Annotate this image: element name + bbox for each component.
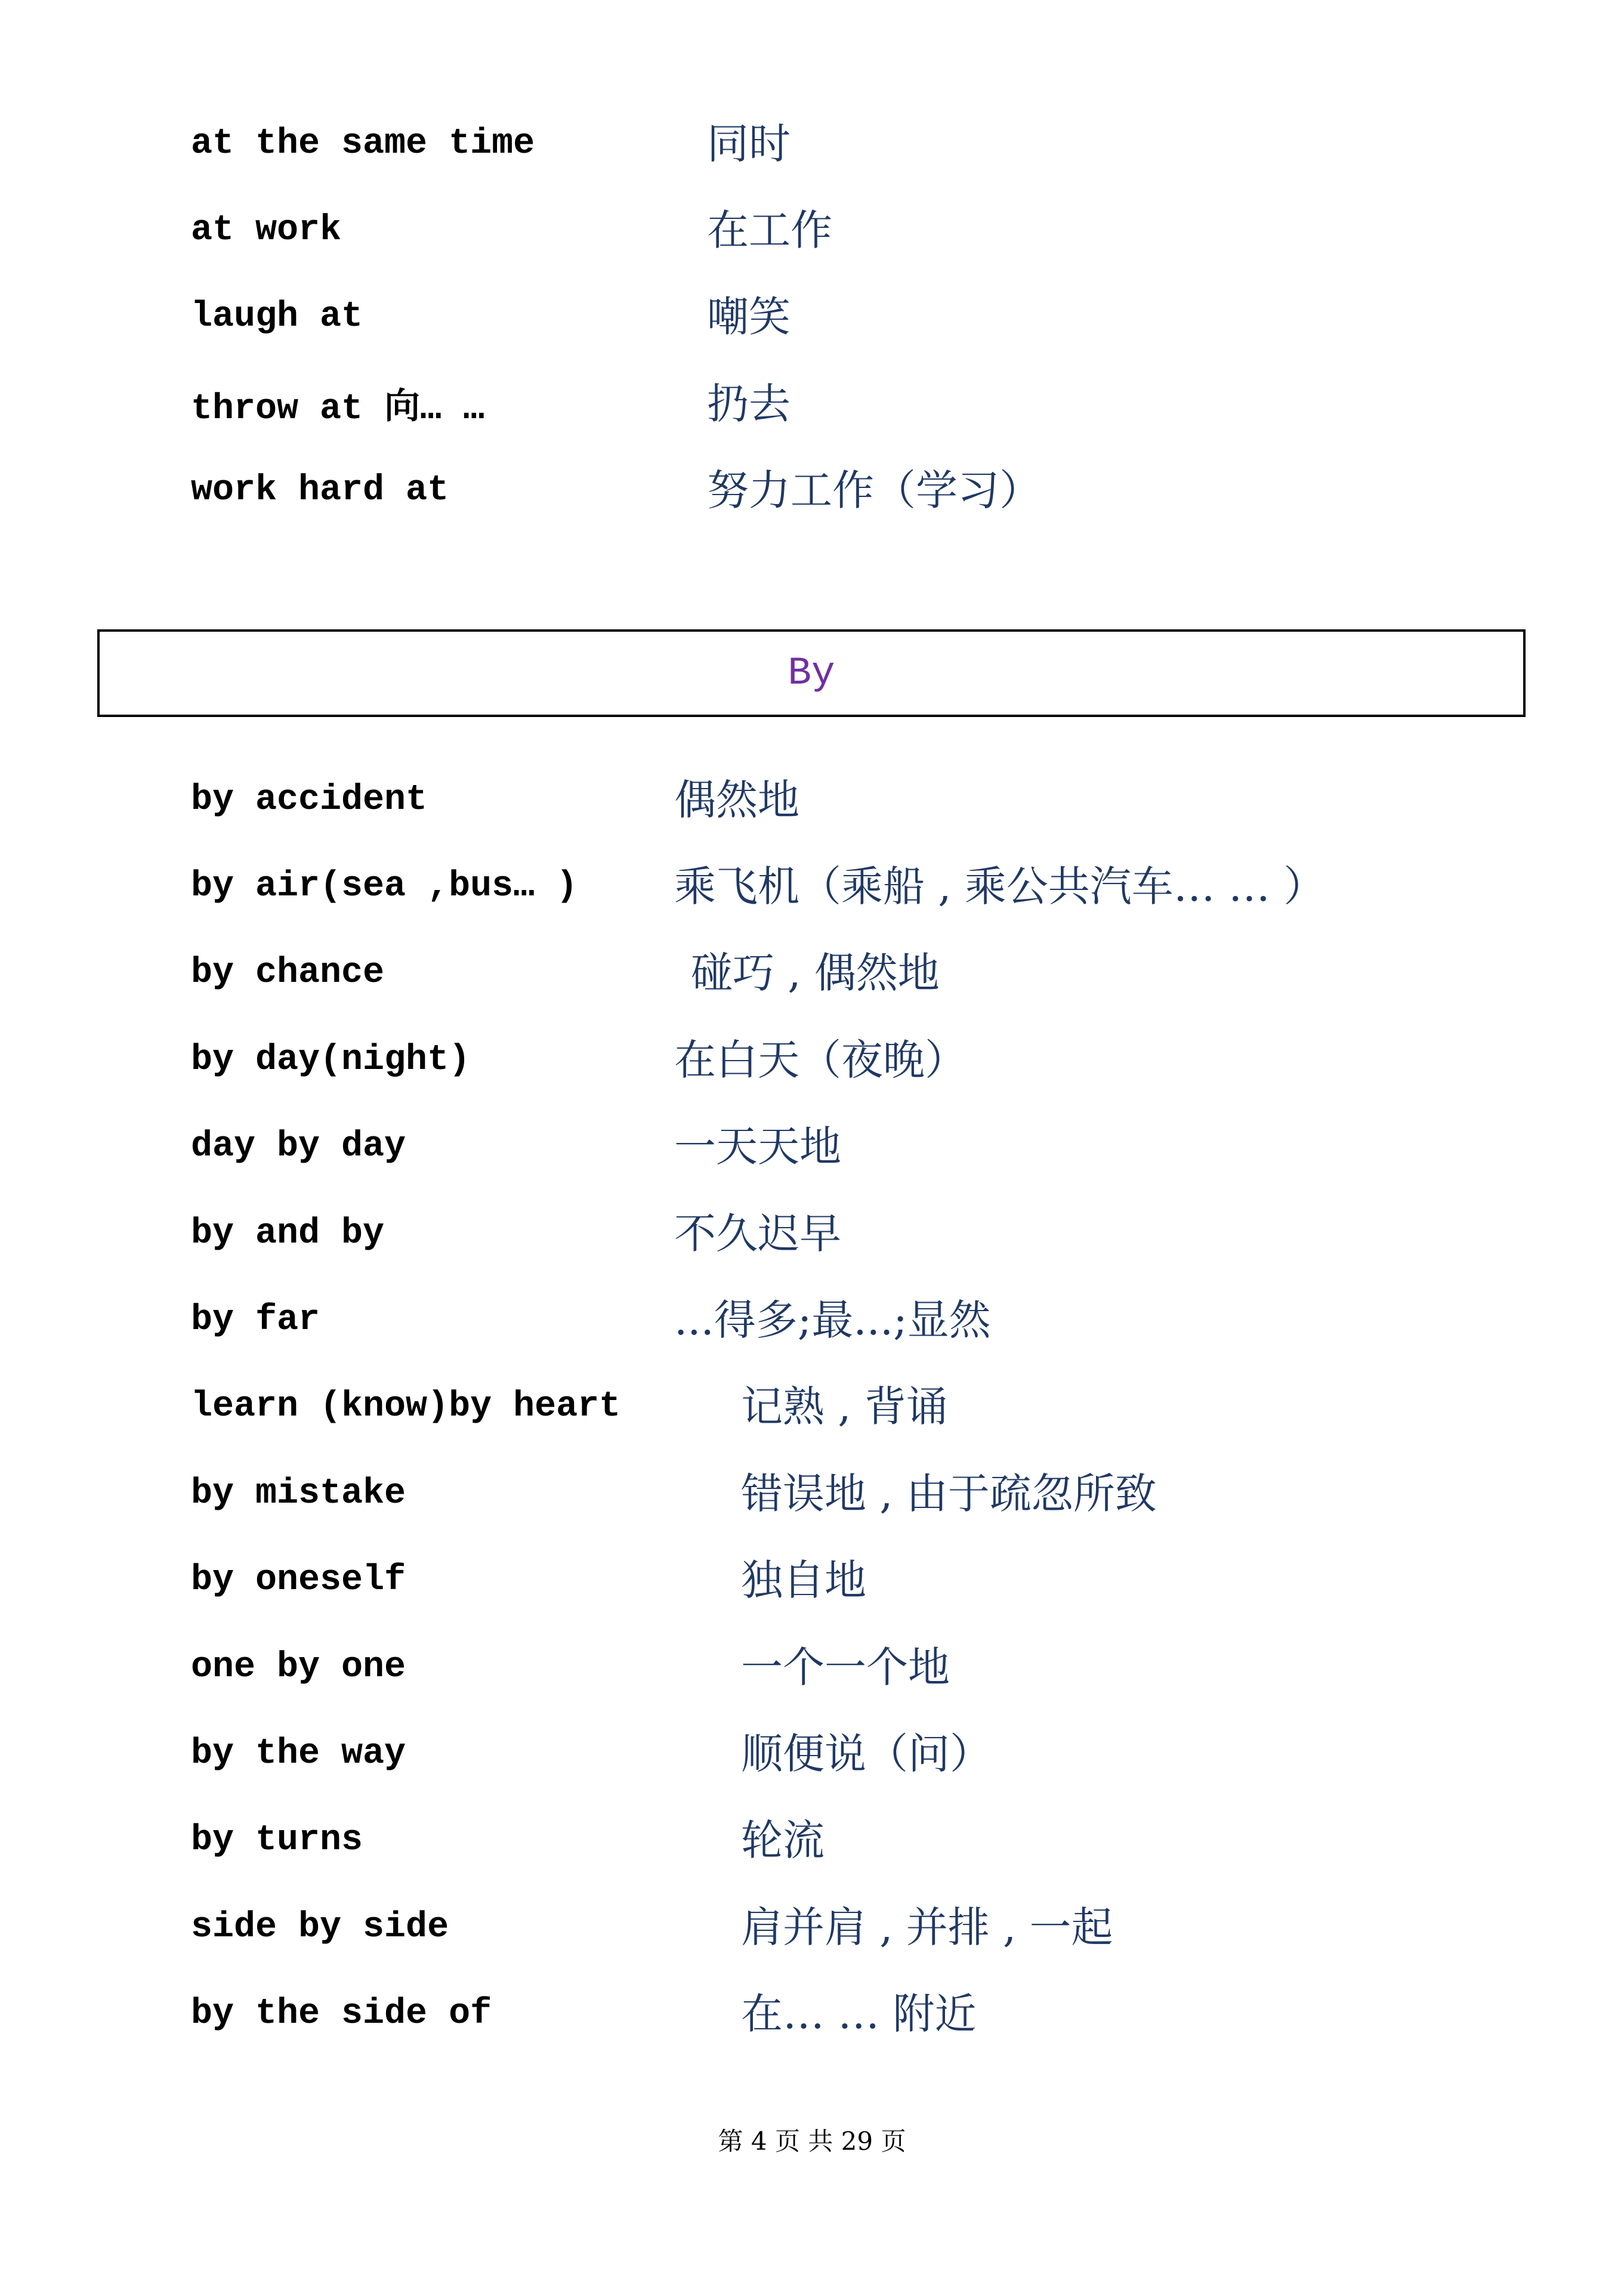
phrase-row [0,447,1624,534]
phrase-row [0,1797,1624,1884]
english-phrase: by the way [191,1733,406,1774]
chinese-translation: 扔去 [707,379,791,428]
english-phrase: by day(night) [191,1039,471,1080]
chinese-translation: 嘲笑 [707,292,791,342]
english-phrase: work hard at [191,470,449,511]
english-phrase: one by one [191,1646,406,1688]
chinese-translation: 不久迟早 [674,1209,841,1258]
phrase-row [0,1710,1624,1797]
english-phrase: side by side [191,1906,449,1948]
english-phrase: by far [191,1300,320,1341]
phrase-row [0,1277,1624,1363]
english-phrase: by mistake [191,1473,406,1514]
chinese-translation: 一天天地 [674,1122,841,1172]
english-phrase: by accident [191,779,428,820]
chinese-translation: 碰巧 , 偶然地 [691,948,940,998]
chinese-translation: 肩并肩 , 并排 , 一起 [741,1902,1113,1952]
phrase-row [0,1104,1624,1190]
phrase-row [0,843,1624,929]
english-phrase: day by day [191,1126,406,1167]
english-phrase: learn (know)by heart [191,1386,621,1427]
chinese-translation: 乘飞机（乘船 , 乘公共汽车… … ） [674,862,1326,911]
phrase-row [0,1450,1624,1537]
phrase-row [0,1364,1624,1450]
phrase-row [0,930,1624,1016]
english-phrase: at work [191,210,342,251]
chinese-translation: 错误地 , 由于疏忽所致 [741,1469,1157,1518]
phrase-row [0,187,1624,273]
chinese-translation: ...得多;最...;显然 [674,1296,991,1345]
chinese-translation: 同时 [707,119,791,168]
phrase-row [0,756,1624,843]
chinese-translation: 顺便说（问） [741,1729,992,1778]
english-phrase: by chance [191,953,385,994]
phrase-row [0,1537,1624,1624]
phrase-row [0,360,1624,447]
english-phrase: at the same time [191,123,535,164]
chinese-translation: 一个一个地 [741,1642,950,1692]
phrase-row [0,100,1624,187]
by-section-header-box [97,629,1526,717]
phrase-row [0,1624,1624,1710]
at-phrase-list [0,100,1624,534]
chinese-translation: 在工作 [707,206,832,255]
chinese-translation: 在… … 附近 [741,1989,977,2039]
page-footer: 第 4 页 共 29 页 [718,2127,906,2156]
english-phrase: by air(sea ,bus… ) [191,866,578,907]
english-phrase: laugh at [191,296,363,338]
phrase-row [0,1016,1624,1103]
chinese-translation: 独自地 [741,1556,866,1605]
chinese-translation: 轮流 [741,1816,825,1865]
chinese-translation: 在白天（夜晚） [674,1035,967,1084]
english-phrase: by the side of [191,1994,492,2035]
chinese-translation: 记熟 , 背诵 [741,1382,948,1432]
english-phrase: throw at 向… … [191,389,485,430]
english-phrase: by and by [191,1213,385,1254]
phrase-row [0,274,1624,360]
phrase-row [0,1970,1624,2057]
english-phrase: by oneself [191,1560,406,1601]
by-section-title: By [788,651,835,696]
english-phrase: by turns [191,1820,363,1861]
phrase-row [0,1190,1624,1277]
phrase-row [0,1884,1624,1970]
chinese-translation: 偶然地 [674,775,799,824]
chinese-translation: 努力工作（学习） [707,466,1041,515]
by-phrase-list [0,756,1624,2057]
